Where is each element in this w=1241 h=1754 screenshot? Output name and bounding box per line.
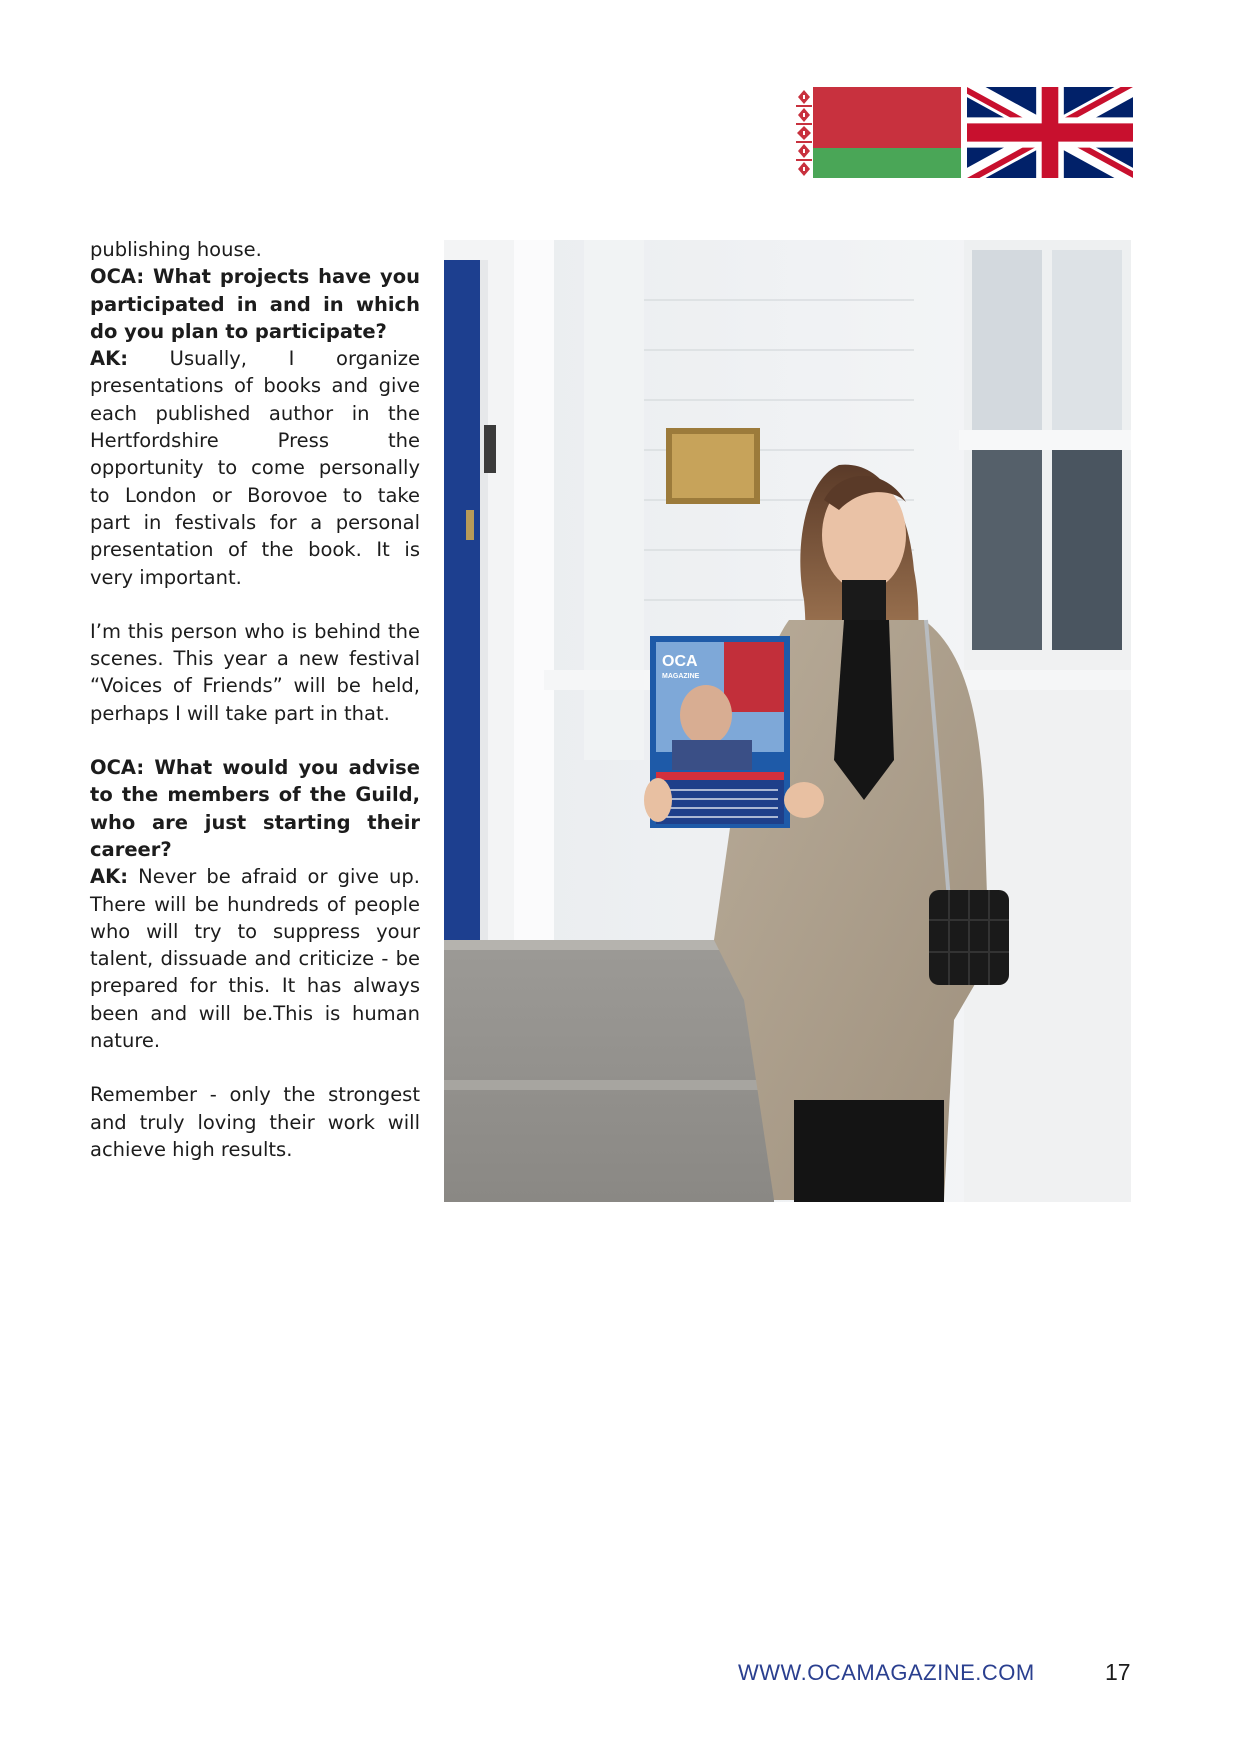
- page-number: 17: [1105, 1659, 1131, 1685]
- question-projects: OCA: What projects have you participated in and in which do you plan to participate?: [90, 265, 420, 343]
- answer-label: AK:: [90, 347, 129, 371]
- footer-url[interactable]: WWW.OCAMAGAZINE.COM: [738, 1660, 1035, 1685]
- paragraph-remember: Remember - only the strongest and truly loving their work will achieve high results.: [90, 1083, 420, 1161]
- uk-flag: [967, 87, 1133, 178]
- answer-advice: [90, 863, 420, 1054]
- paragraph-intro: publishing house.: [90, 238, 262, 261]
- answer-label: AK:: [90, 865, 129, 889]
- belarus-flag: [795, 87, 961, 178]
- answer-projects: [90, 345, 420, 591]
- article-text: [90, 236, 420, 1163]
- photo: [444, 240, 1131, 1202]
- answer-text: Never be afraid or give up. There will be hundreds of people who will try to suppress your talent, dissuade and criticize - be prepared for this. It has always been and will be.This is human nature.: [90, 865, 420, 1053]
- photo-illustration: [444, 240, 1131, 1202]
- paragraph-behind-scenes: I’m this person who is behind the scenes. This year a new festival “Voices of Friends” will be held, perhaps I will take part in that.: [90, 619, 420, 725]
- magazine-subtitle: MAGAZINE: [662, 673, 700, 680]
- answer-text: Usually, I organize presentations of books and give each published author in the Hertfordshire Press the opportunity to come personally to London or Borovoe to take part in festivals for a personal presentation of the book. It is very important.: [90, 347, 420, 589]
- question-advice: OCA: What would you advise to the members of the Guild, who are just starting their career?: [90, 756, 420, 861]
- magazine-title: OCA: [662, 653, 698, 670]
- flags: [795, 87, 1133, 178]
